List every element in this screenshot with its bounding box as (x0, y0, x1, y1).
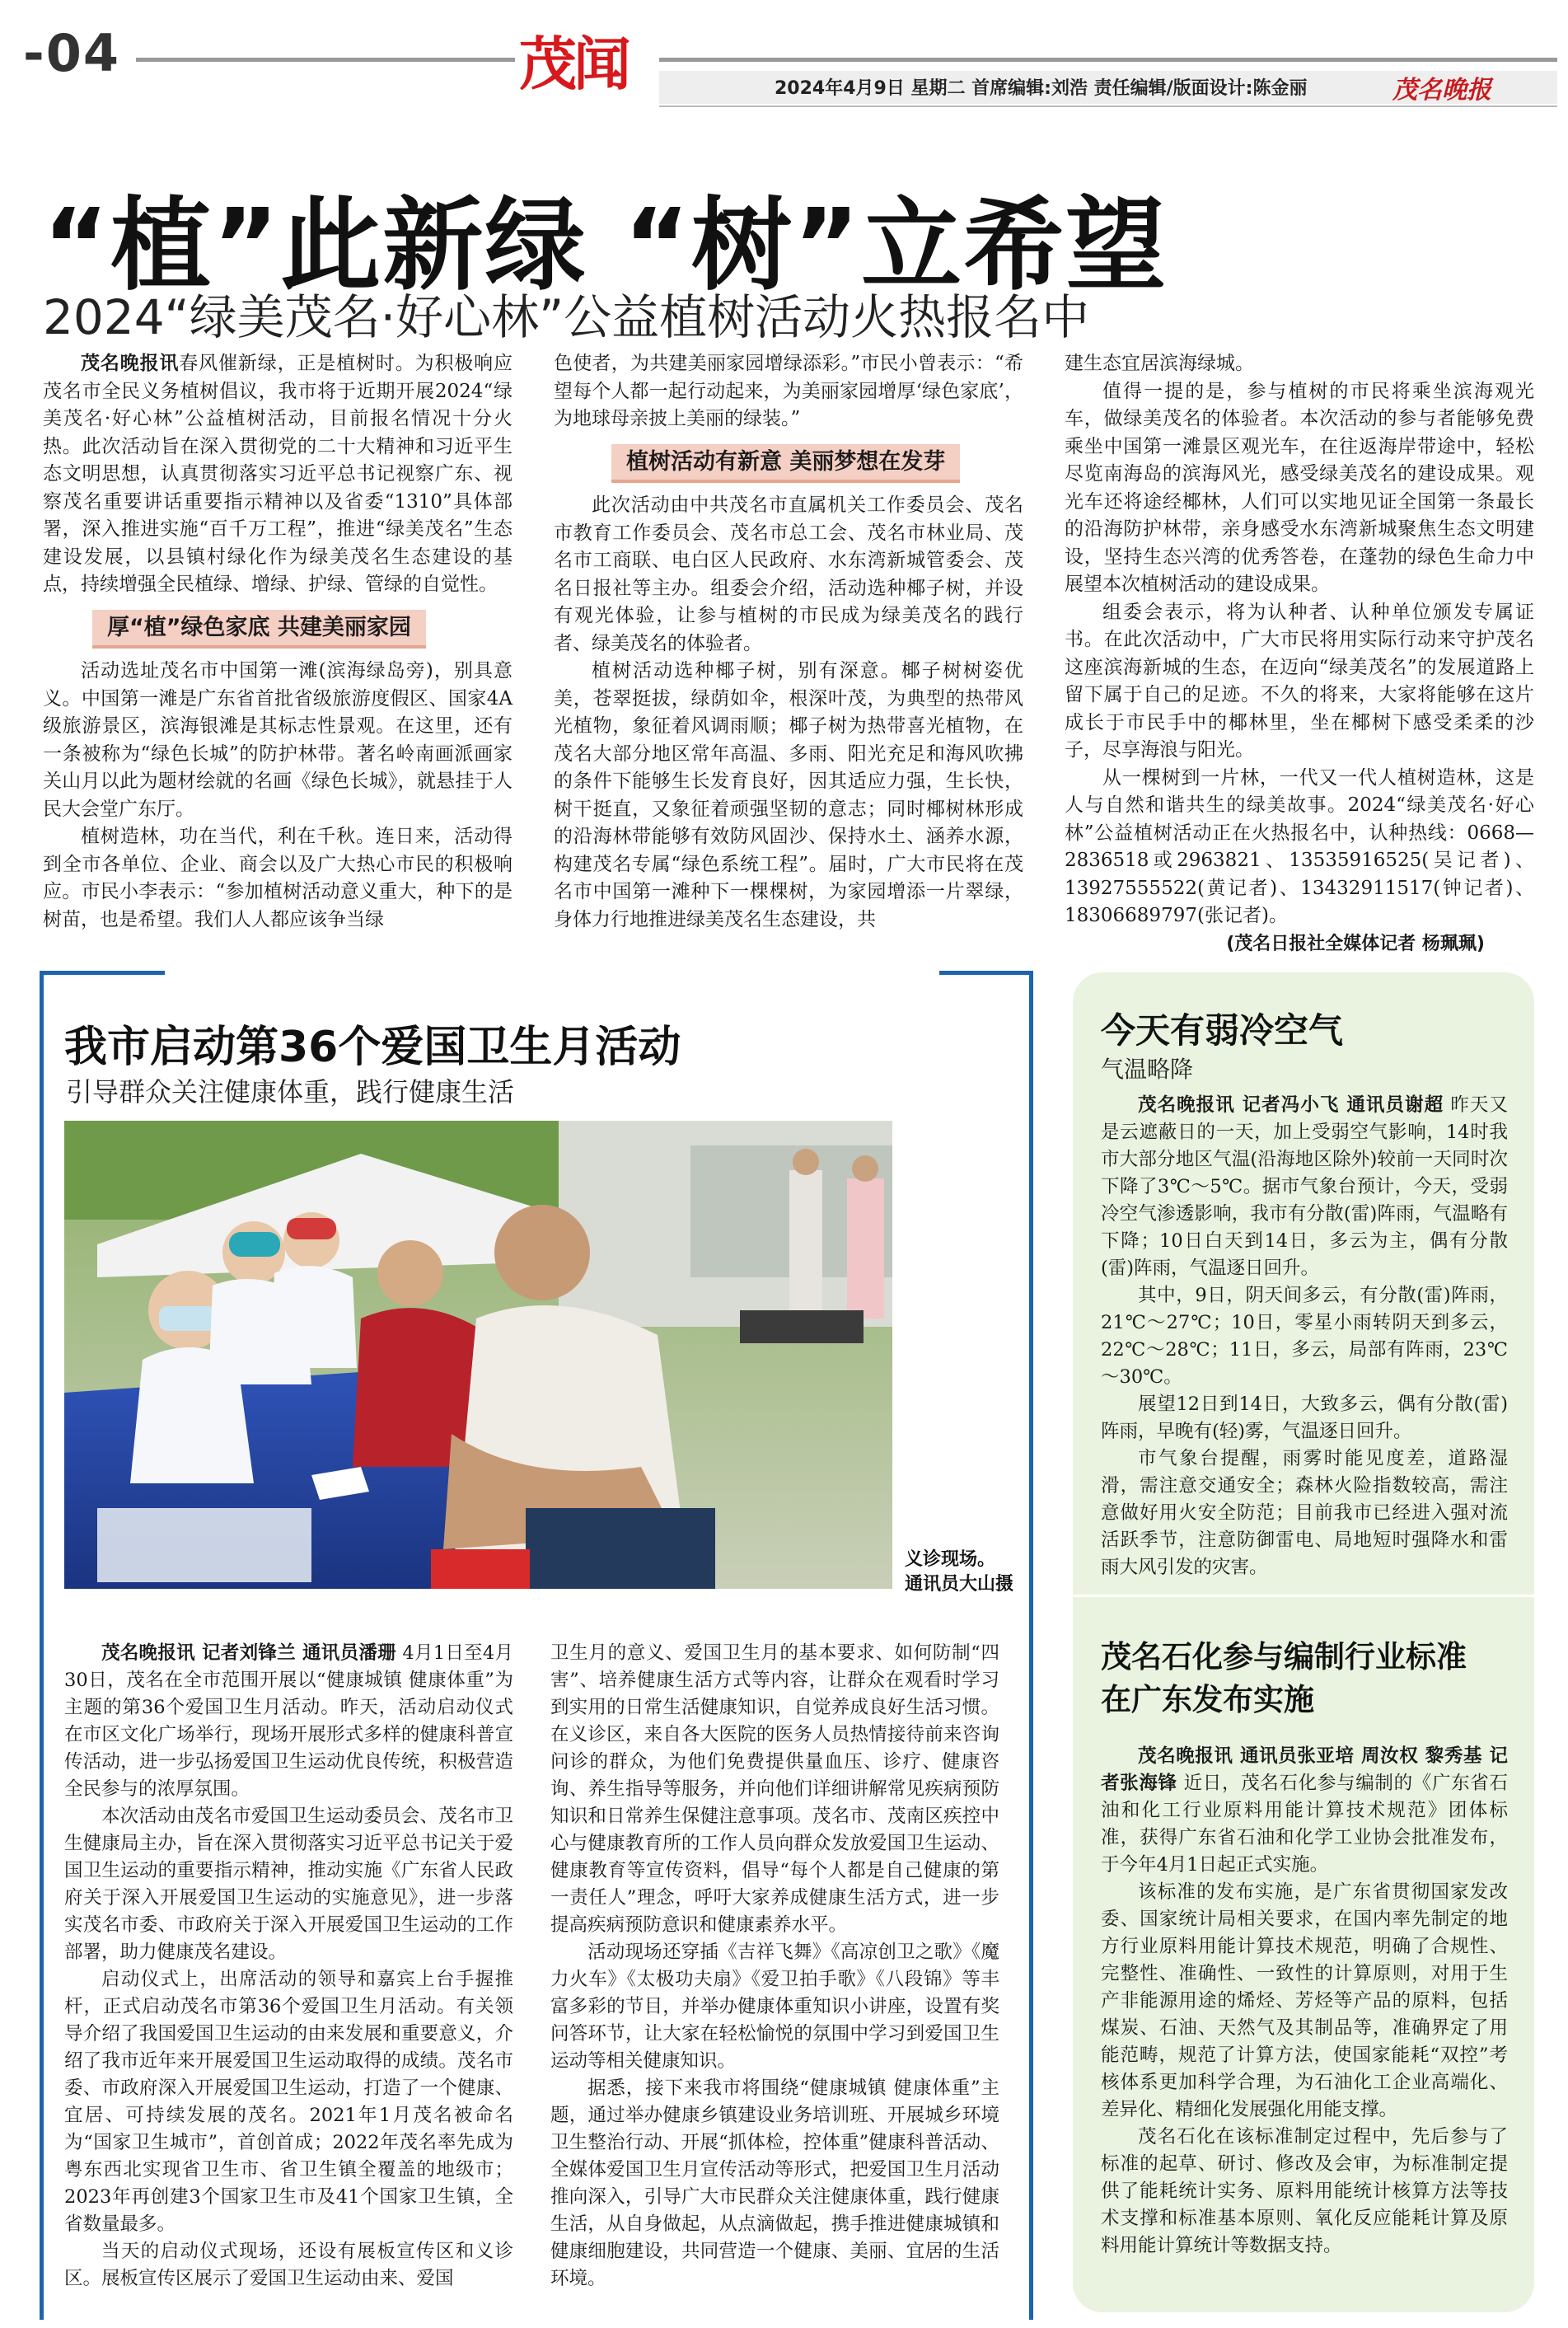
paragraph: 组委会表示，将为认种者、认种单位颁发专属证书。在此次活动中，广大市民将用实际行动来守护茂名这座滨海新城的生态，在迈向“绿美茂名”的发展道路上留下属于自己的足迹。不久的将来，大家将能够在这片成长于市民手中的椰林里，坐在椰树下感受柔柔的沙子，尽享海浪与阳光。 (1065, 601, 1534, 761)
clinic-photo (64, 1121, 892, 1589)
paragraph: 其中，9日，阴天间多云，有分散(雷)阵雨，21℃～27℃；10日，零星小雨转阴天到多云，22℃～28℃；11日，多云，局部有阵雨，23℃～30℃。 (1101, 1285, 1508, 1388)
paragraph: 建生态宜居滨海绿城。 (1065, 353, 1254, 374)
paragraph: 市气象台提醒，雨雾时能见度差，道路湿滑，需注意交通安全；森林火险指数较高，需注意做好用火安全防范；目前我市已经进入强对流活跃季节，注意防御雷电、局地短时强降水和雷雨大风引发的灾害。 (1101, 1448, 1508, 1578)
sidebar-divider (1073, 1595, 1534, 1597)
health-story-subtitle: 引导群众关注健康体重，践行健康生活 (66, 1076, 515, 1108)
paragraph: 卫生月的意义、爱国卫生月的基本要求、如何防制“四害”、培养健康生活方式等内容，让群众在观看时学习到实用的日常生活健康知识，自觉养成良好生活习惯。在义诊区，来自各大医院的医务人员热情接待前来咨询问诊的群众，为他们免费提供量血压、诊疗、健康咨询、养生指导等服务，并向他们详细讲解常见疾病预防知识和日常养生保健注意事项。茂名市、茂南区疾控中心与健康教育所的工作人员向群众发放爱国卫生运动、健康教育等宣传资料，倡导“每个人都是自己健康的第一责任人”理念，呼吁大家养成健康生活方式，进一步提高疾病预防意识和健康素养水平。 (550, 1642, 999, 1936)
paragraph: 值得一提的是，参与植树的市民将乘坐滨海观光车，做绿美茂名的体验者。本次活动的参与者能够免费乘坐中国第一滩景区观光车，在往返海岸带途中，轻松尽览南海岛的滨海风光，感受绿美茂名的建设成果。观光车还将途经椰林，人们可以实地见证全国第一条最长的沿海防护林带，亲身感受水东湾新城聚焦生态文明建设，坚持生态兴湾的优秀答卷，在蓬勃的绿色生命力中展望本次植树活动的建设成果。 (1065, 380, 1534, 595)
paragraph: 昨天又是云遮蔽日的一天，加上受弱空气影响，14时我市大部分地区气温(沿海地区除外)较前一天同时次下降了3℃～5℃。据市气象台预计，今天，受弱冷空气渗透影响，我市有分散(雷)阵雨，气温略有下降；10日白天到14日，多云为主，偶有分散(雷)阵雨，气温逐日回升。 (1101, 1094, 1508, 1279)
section-subtitle: 厚“植”绿色家底 共建美丽家园 (92, 610, 426, 649)
photo-credit: 通讯员大山摄 (905, 1574, 1014, 1595)
paragraph: 此次活动由中共茂名市直属机关工作委员会、茂名市教育工作委员会、茂名市总工会、茂名市林业局、茂名市工商联、电白区人民政府、水东湾新城管委会、茂名日报社等主办。组委会介绍，活动选种椰子树，并设有观光体验，让参与植树的市民成为绿美茂名的践行者、绿美茂名的体验者。 (554, 494, 1023, 654)
health-story-title: 我市启动第36个爱国卫生月活动 (64, 1023, 681, 1072)
paragraph: 春风催新绿，正是植树时。为积极响应茂名市全民义务植树倡议，我市将于近期开展2024“绿美茂名·好心林”公益植树活动，目前报名情况十分火热。此次活动旨在深入贯彻党的二十大精神和习近平生态文明思想，认真贯彻落实习近平总书记视察广东、视察茂名重要讲话重要指示精神以及省委“1310”具体部署，深入推进实施“百千万工程”，推进“绿美茂名”生态建设发展，以县镇村绿化作为绿美茂名生态建设的基点，持续增强全民植绿、增绿、护绿、管绿的自觉性。 (43, 353, 513, 595)
lead-label: 茂名晚报讯 记者刘锋兰 通讯员潘珊 (101, 1642, 396, 1664)
weather-subtitle: 气温略降 (1101, 1056, 1194, 1083)
headline: “植”此新绿 “树”立希望 (43, 187, 1168, 304)
date-line: 2024年4月9日 星期二 首席编辑:刘浩 责任编辑/版面设计:陈金丽 (775, 78, 1308, 99)
brand-logo: 茂名晚报 (1392, 76, 1491, 105)
section-subtitle: 植树活动有新意 美丽梦想在发芽 (611, 444, 960, 483)
header-rule-right (659, 58, 1557, 62)
paragraph: 该标准的发布实施，是广东省贯彻国家发改委、国家统计局相关要求，在国内率先制定的地方行业原料用能计算技术规范，明确了合规性、完整性、准确性、一致性的计算原则，对用于生产非能源用途的烯烃、芳烃等产品的原料，包括煤炭、石油、天然气及其制品等，准确界定了用能范畴，规范了计算方法，使国家能耗“双控”考核体系更加科学合理，为石油化工企业高端化、差异化、精细化发展强化用能支撑。 (1101, 1881, 1508, 2120)
photo-caption-line: 义诊现场。 (905, 1549, 996, 1570)
header-rule-left (136, 58, 515, 62)
lead-label: 茂名晚报讯 通讯员张亚培 周汝权 黎秀基 记者张海锋 (1101, 1745, 1508, 1794)
lead-label: 茂名晚报讯 记者冯小飞 通讯员谢超 (1138, 1094, 1444, 1116)
paragraph: 展望12日到14日，大致多云，偶有分散(雷)阵雨，早晚有(轻)雾，气温逐日回升。 (1101, 1394, 1508, 1442)
paragraph: 色使者，为共建美丽家园增绿添彩。”市民小曾表示：“希望每个人都一起行动起来，为美丽家园增厚‘绿色家底’，为地球母亲披上美丽的绿装。” (554, 353, 1023, 429)
photo-caption (905, 1548, 1013, 1597)
petro-title (1101, 1636, 1467, 1721)
weather-body (1101, 1092, 1508, 1581)
paragraph: 植树活动选种椰子树，别有深意。椰子树树姿优美，苍翠挺拔，绿荫如伞，根深叶茂，为典型的热带风光植物，象征着风调雨顺；椰子树为热带喜光植物，在茂名大部分地区常年高温、多雨、阳光充足和海风吹拂的条件下能够生长发育良好，因其适应力强，生长快，树干挺直，又象征着顽强坚韧的意志；同时椰树林形成的沿海林带能够有效防风固沙、保持水土、涵养水源，构建茂名专属“绿色系统工程”。届时，广大市民将在茂名市中国第一滩种下一棵棵树，为家园增添一片翠绿，身体力行地推进绿美茂名生态建设，共 (554, 660, 1023, 930)
main-column-1 (43, 350, 513, 934)
main-column-3 (1065, 350, 1534, 958)
paragraph: 活动现场还穿插《吉祥飞舞》《高凉创卫之歌》《魔力火车》《太极功夫扇》《爱卫拍手歌》《八段锦》等丰富多彩的节目，并举办健康体重知识小讲座，设置有奖问答环节，让大家在轻松愉悦的氛围中学习到爱国卫生运动等相关健康知识。 (550, 1942, 999, 2072)
main-column-2 (554, 350, 1023, 934)
paragraph: 近日，茂名石化参与编制的《广东省石油和化工行业原料用能计算技术规范》团体标准，获得广东省石油和化学工业协会批准发布，于今年4月1日起正式实施。 (1101, 1773, 1508, 1876)
byline: (茂名日报社全媒体记者 杨珮珮) (1226, 933, 1485, 954)
paragraph: 活动选址茂名市中国第一滩(滨海绿岛旁)，别具意义。中国第一滩是广东省首批省级旅游度假区、国家4A级旅游景区，滨海银滩是其标志性景观。在这里，还有一条被称为“绿色长城”的防护林带。著名岭南画派画家关山月以此为题材绘就的名画《绿色长城》，就悬挂于人民大会堂广东厅。 (43, 660, 513, 820)
weather-title: 今天有弱冷空气 (1101, 1010, 1344, 1051)
paragraph: 茂名石化在该标准制定过程中，先后参与了标准的起草、研讨、修改及会审，为标准制定提供了能耗统计实务、原料用能统计核算方法等技术支撑和标准基本原则、氧化反应能耗计算及原料用能计算统计等数据支持。 (1101, 2126, 1508, 2256)
header-underline (659, 105, 1557, 107)
paragraph: 当天的启动仪式现场，还设有展板宣传区和义诊区。展板宣传区展示了爱国卫生运动由来、爱国 (64, 2241, 513, 2289)
subheadline: 2024“绿美茂名·好心林”公益植树活动火热报名中 (43, 289, 1090, 345)
page-number: -04 (23, 23, 121, 83)
health-column-1 (64, 1640, 513, 2293)
petro-title-line: 在广东发布实施 (1101, 1682, 1314, 1717)
paragraph: 启动仪式上，出席活动的领导和嘉宾上台手握推杆，正式启动茂名市第36个爱国卫生月活动。有关领导介绍了我国爱国卫生运动的由来发展和重要意义，介绍了我市近年来开展爱国卫生运动取得的成绩。茂名市委、市政府深入开展爱国卫生运动，打造了一个健康、宜居、可持续发展的茂名。2021年1月茂名被命名为“国家卫生城市”，首创首成；2022年茂名率先成为粤东西北实现省卫生市、省卫生镇全覆盖的地级市；2023年再创建3个国家卫生市及41个国家卫生镇，全省数量最多。 (64, 1969, 513, 2235)
petro-body (1101, 1743, 1508, 2260)
health-column-2 (550, 1640, 999, 2293)
paragraph: 4月1日至4月30日，茂名在全市范围开展以“健康城镇 健康体重”为主题的第36个爱国卫生月活动。昨天，活动启动仪式在市区文化广场举行，现场开展形式多样的健康科普宣传活动，进一步弘扬爱国卫生运动优良传统，积极营造全民参与的浓厚氛围。 (64, 1642, 514, 1800)
paragraph: 植树造林，功在当代，利在千秋。连日来，活动得到全市各单位、企业、商会以及广大热心市民的积极响应。市民小李表示：“参加植树活动意义重大，种下的是树苗，也是希望。我们人人都应该争当绿 (43, 826, 513, 930)
paragraph: 据悉，接下来我市将围绕“健康城镇 健康体重”主题，通过举办健康乡镇建设业务培训班、开展城乡环境卫生整治行动、开展“抓体检，控体重”健康科普活动、全媒体爱国卫生月宣传活动等形式，把爱国卫生月活动推向深入，引导广大市民群众关注健康体重，践行健康生活，从自身做起，从点滴做起，携手推进健康城镇和健康细胞建设，共同营造一个健康、美丽、宜居的生活环境。 (550, 2077, 999, 2289)
clinic-photo-illustration (64, 1121, 892, 1589)
petro-title-line: 茂名石化参与编制行业标准 (1101, 1639, 1467, 1675)
paragraph: 从一棵树到一片林，一代又一代人植树造林，这是人与自然和谐共生的绿美故事。2024“绿美茂名·好心林”公益植树活动正在火热报名中，认种热线：0668—2836518或2963821、13535916525(吴记者)、13927555522(黄记者)、13432911517(钟记者)、18306689797(张记者)。 (1065, 766, 1534, 926)
section-title: 茂闻 (519, 30, 628, 98)
lead-label: 茂名晚报讯 (81, 353, 180, 374)
paragraph: 本次活动由茂名市爱国卫生运动委员会、茂名市卫生健康局主办，旨在深入贯彻落实习近平总书记关于爱国卫生运动的重要指示精神，推动实施《广东省人民政府关于深入开展爱国卫生运动的实施意见》，进一步落实茂名市委、市政府关于深入开展爱国卫生运动的工作部署，助力健康茂名建设。 (64, 1806, 513, 1963)
frame-gap (165, 964, 939, 976)
